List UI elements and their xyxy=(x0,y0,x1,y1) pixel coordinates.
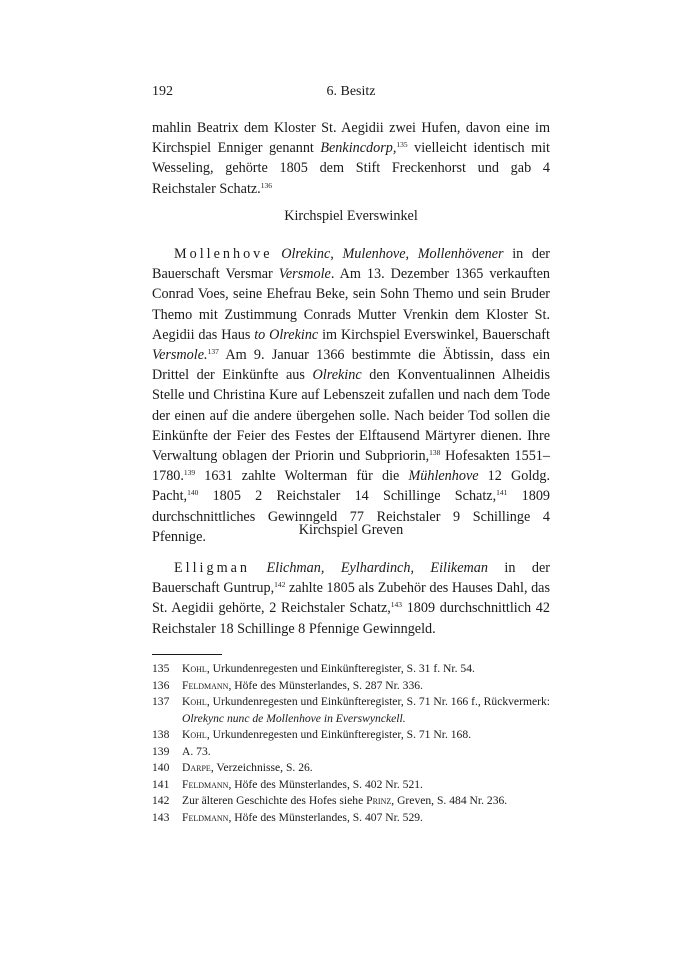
footnote-number: 135 xyxy=(152,662,170,675)
footnote-137 xyxy=(152,694,550,727)
page-header xyxy=(152,84,550,104)
text-run: zahlte 1805 als Zubehör des Hauses Dahl, das St. Aegidii gehörte, 2 Reichstaler Schatz, xyxy=(152,580,550,617)
footnote-text: , Verzeichnisse, S. 26. xyxy=(210,761,313,774)
text-run: 1631 zahlte Wolterman für die xyxy=(195,468,409,485)
footnote-142 xyxy=(152,793,550,810)
footnote-text: , Höfe des Münsterlandes, S. 402 Nr. 521. xyxy=(228,777,423,791)
footnote-138 xyxy=(152,727,550,744)
text-run: 1809 durchschnittlich 42 Reichstaler 18 Schillinge 8 Pfennige Gewinngeld. xyxy=(152,600,550,637)
footnote-separator xyxy=(152,654,222,655)
text-run: im Kirchspiel Everswinkel, Bauerschaft xyxy=(318,326,550,343)
footnote-ref: 135 xyxy=(396,140,408,150)
running-title: 6. Besitz xyxy=(326,84,376,99)
italic-place-name: Olrekinc xyxy=(312,367,362,384)
footnote-ref: 141 xyxy=(496,488,508,498)
footnote-italic-quote: Olrekync nunc de Mollenhove in Everswynckell. xyxy=(182,711,406,725)
page-number: 192 xyxy=(152,84,173,99)
text-run: . Am 13. Dezember 1365 verkauften Conrad Voes, seine Ehefrau Beke, sein Sohn Themo und sein Bruder Themo mit Zustimmung Conrads Mutter Vrenkin dem Kloster St. Aegidii das Haus xyxy=(152,266,550,343)
footnote-ref: 140 xyxy=(187,488,199,498)
text-run: mahlin Beatrix dem Kloster St. Aegidii zwei Hufen, davon eine im Kirchspiel Enniger genannt xyxy=(152,120,550,157)
footnote-text: , Greven, S. 484 Nr. 236. xyxy=(391,794,508,807)
footnote-141 xyxy=(152,777,550,794)
entry-name: Elligman xyxy=(174,560,251,576)
section-heading-greven: Kirchspiel Greven xyxy=(298,522,404,538)
footnote-author: Kohl xyxy=(182,728,207,741)
text-run: in der Bauerschaft Guntrup, xyxy=(152,560,551,597)
footnote-136 xyxy=(152,678,550,695)
footnote-author: Feldmann xyxy=(182,810,229,824)
footnote-number: 138 xyxy=(152,728,170,741)
footnote-author: Kohl xyxy=(182,695,207,708)
footnote-text: , Urkundenregesten und Einkünfteregister, S. 71 Nr. 166 f., Rückvermerk: xyxy=(206,695,550,708)
footnote-139 xyxy=(152,744,550,761)
italic-variant-names: Olrekinc, Mulenhove, Mollenhövener xyxy=(281,246,504,262)
text-run: 1809 durchschnittliches Gewinngeld 77 Reichstaler 9 Schillinge 4 Pfennige. xyxy=(152,488,551,545)
italic-place-name: Versmole xyxy=(278,266,331,283)
footnote-number: 137 xyxy=(152,695,170,708)
text-run: Am 9. Januar 1366 bestimmte die Äbtissin, dass ein Drittel der Einkünfte aus xyxy=(152,347,550,384)
footnote-number: 136 xyxy=(152,678,170,692)
paragraph-mollenhove xyxy=(152,244,550,547)
footnote-text: Zur älteren Geschichte des Hofes siehe xyxy=(182,794,367,807)
footnote-text: , Höfe des Münsterlandes, S. 287 Nr. 336. xyxy=(228,678,423,692)
footnote-author: Feldmann xyxy=(182,678,229,692)
italic-variant-names: Elichman, Eylhardinch, Eilikeman xyxy=(266,560,488,576)
footnote-number: 142 xyxy=(152,794,170,807)
footnote-number: 143 xyxy=(152,810,170,824)
entry-name: Mollenhove xyxy=(174,246,273,262)
footnote-author: Kohl xyxy=(182,662,207,675)
footnote-author: Prinz xyxy=(366,794,392,807)
text-run: 12 Goldg. Pacht, xyxy=(152,468,551,505)
footnote-number: 140 xyxy=(152,761,170,774)
footnote-text: A. 73. xyxy=(182,744,211,758)
footnote-text: , Urkundenregesten und Einkünfteregister, S. 71 Nr. 168. xyxy=(206,728,472,741)
footnote-ref: 138 xyxy=(429,448,441,458)
footnote-ref: 136 xyxy=(260,180,272,190)
text-run: Hofesakten 1551–1780. xyxy=(152,448,550,485)
footnote-ref: 139 xyxy=(183,468,196,478)
footnote-author: Darpe xyxy=(182,761,211,774)
text-run: vielleicht identisch mit Wesseling, gehörte 1805 dem Stift Freckenhorst und gab 4 Reichstaler Schatz. xyxy=(152,140,550,197)
text-run: den Konventualinnen Alheidis Stelle und Christina Kure auf Lebenszeit zufallen und nach dem Tode der einen auf die andere übergehen solle. Nach beider Tod sollen die Einkünfte der Feier des Festes der Elftausend Märtyrer dienen. Ihre Verwaltung oblagen der Priorin und Subpriorin, xyxy=(152,367,550,465)
footnote-text: , Urkundenregesten und Einkünfteregister, S. 31 f. Nr. 54. xyxy=(206,662,475,675)
italic-place-name: to Olrekinc xyxy=(254,326,319,343)
footnote-140 xyxy=(152,760,550,777)
footnote-number: 139 xyxy=(152,744,170,758)
section-heading-everswinkel: Kirchspiel Everswinkel xyxy=(284,208,418,224)
text-run: 1805 2 Reichstaler 14 Schillinge Schatz, xyxy=(198,488,497,505)
footnote-ref: 137 xyxy=(207,347,219,357)
paragraph-elligman xyxy=(152,558,550,639)
footnote-143 xyxy=(152,810,550,827)
footnote-text: , Höfe des Münsterlandes, S. 407 Nr. 529. xyxy=(228,810,423,824)
italic-place-name: Benkincdorp, xyxy=(320,140,397,157)
footnote-author: Feldmann xyxy=(182,777,229,791)
intro-paragraph xyxy=(152,118,550,199)
footnote-135 xyxy=(152,661,550,678)
footnote-number: 141 xyxy=(152,777,170,791)
text-run: in der Bauerschaft Versmar xyxy=(152,246,551,283)
footnote-ref: 142 xyxy=(274,580,286,590)
footnote-ref: 143 xyxy=(390,600,403,610)
italic-place-name: Versmole. xyxy=(152,347,208,364)
italic-place-name: Mühlenhove xyxy=(408,468,479,485)
footnotes xyxy=(152,661,550,826)
